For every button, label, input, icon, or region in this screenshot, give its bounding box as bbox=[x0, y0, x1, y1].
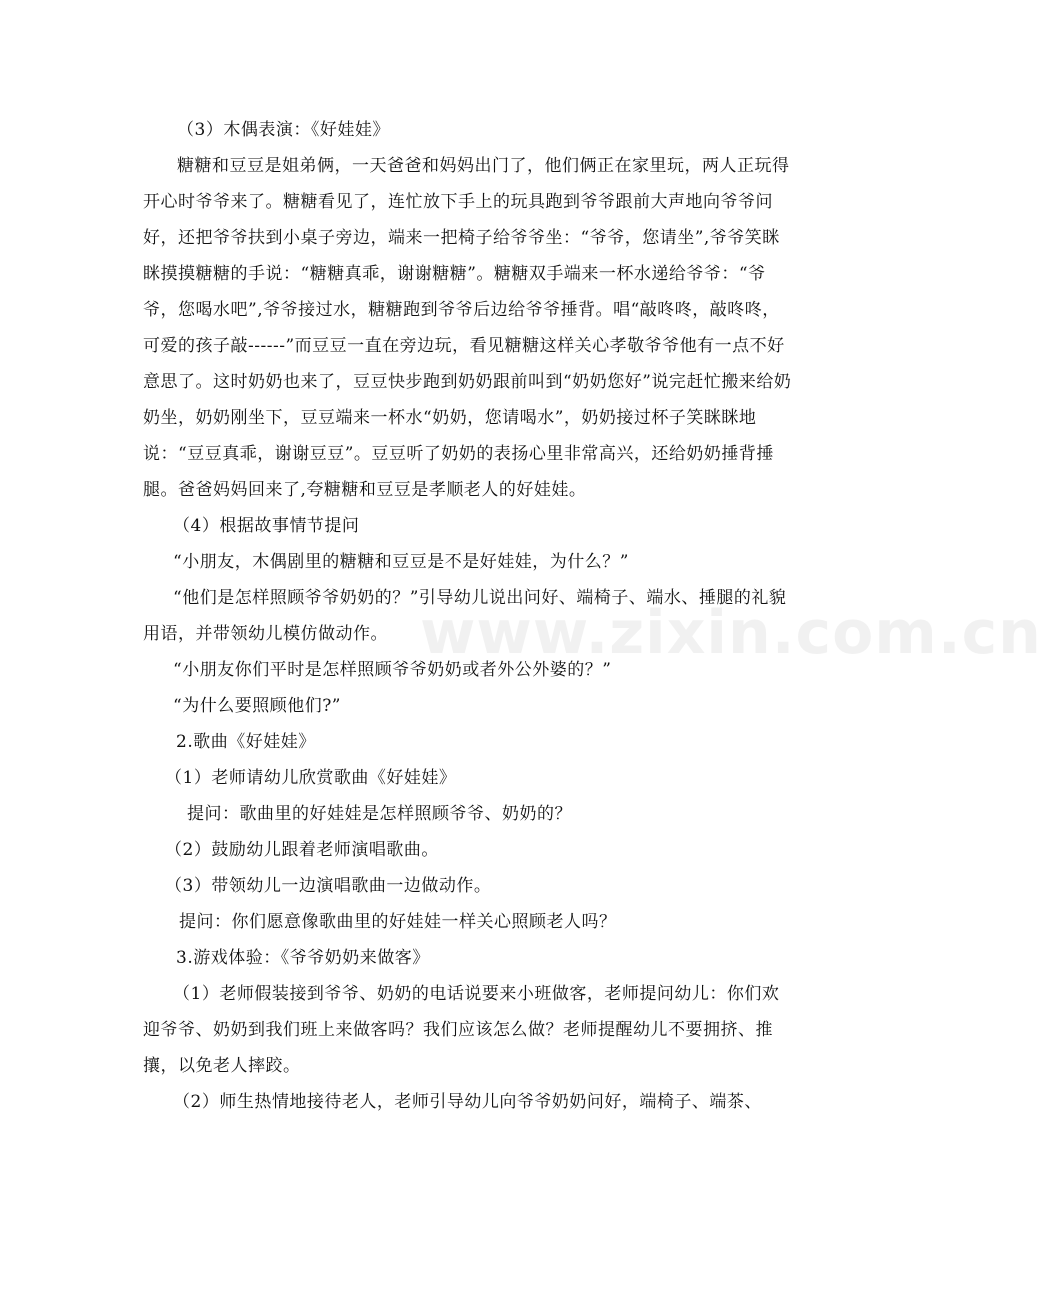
step-paragraph: （2）师生热情地接待老人，老师引导幼儿向爷爷奶奶问好，端椅子、端茶、 bbox=[173, 1092, 762, 1112]
section-heading-song: 2.歌曲《好娃娃》 bbox=[176, 732, 316, 752]
story-paragraph: 糖糖和豆豆是姐弟俩，一天爸爸和妈妈出门了，他们俩正在家里玩，两人正玩得开心时爷爷来了。糖糖看见了，连忙放下手上的玩具跑到爷爷跟前大声地向爷爷问好，还把爷爷扶到小桌子旁边，端来一把椅子给爷爷坐：“爷爷，您请坐”,爷爷笑眯眯摸摸糖糖的手说：“糖糖真乖，谢谢糖糖”。糖糖双手端来一杯水递给爷爷：“爷爷，您喝水吧”,爷爷接过水，糖糖跑到爷爷后边给爷爷捶背。唱“敲咚咚，敲咚咚，可爱的孩子敲------”而豆豆一直在旁边玩，看见糖糖这样关心孝敬爷爷他有一点不好意思了。这时奶奶也来了，豆豆快步跑到奶奶跟前叫到“奶奶您好”说完赶忙搬来给奶奶坐，奶奶刚坐下，豆豆端来一杯水“奶奶，您请喝水”，奶奶接过杯子笑眯眯地说：“豆豆真乖，谢谢豆豆”。豆豆听了奶奶的表扬心里非常高兴，还给奶奶捶背捶腿。爸爸妈妈回来了,夸糖糖和豆豆是孝顺老人的好娃娃。 bbox=[143, 156, 792, 500]
step-paragraph: （2）鼓励幼儿跟着老师演唱歌曲。 bbox=[165, 840, 439, 860]
step-paragraph: （3）带领幼儿一边演唱歌曲一边做动作。 bbox=[165, 876, 492, 896]
watermark: www.zixin.com.cn bbox=[420, 598, 1042, 668]
step-paragraph: （1）老师请幼儿欣赏歌曲《好娃娃》 bbox=[165, 768, 457, 788]
document-body bbox=[143, 112, 793, 1120]
question-paragraph: “他们是怎样照顾爷爷奶奶的？”引导幼儿说出问好、端椅子、端水、捶腿的礼貌用语，并带领幼儿模仿做动作。 bbox=[143, 588, 787, 644]
question-paragraph: “小朋友，木偶剧里的糖糖和豆豆是不是好娃娃，为什么？” bbox=[173, 552, 629, 572]
section-heading-puppet-show: （3）木偶表演：《好娃娃》 bbox=[177, 120, 390, 140]
section-heading-game: 3.游戏体验：《爷爷奶奶来做客》 bbox=[176, 948, 430, 968]
section-heading-questions: （4）根据故事情节提问 bbox=[173, 516, 360, 536]
question-paragraph: “小朋友你们平时是怎样照顾爷爷奶奶或者外公外婆的？” bbox=[173, 660, 612, 680]
question-paragraph: “为什么要照顾他们?” bbox=[173, 696, 341, 716]
step-paragraph: （1）老师假装接到爷爷、奶奶的电话说要来小班做客，老师提问幼儿：你们欢迎爷爷、奶奶到我们班上来做客吗？我们应该怎么做？老师提醒幼儿不要拥挤、推攘，以免老人摔跤。 bbox=[143, 984, 780, 1076]
question-paragraph: 提问：你们愿意像歌曲里的好娃娃一样关心照顾老人吗？ bbox=[179, 912, 617, 932]
question-paragraph: 提问：歌曲里的好娃娃是怎样照顾爷爷、奶奶的？ bbox=[187, 804, 572, 824]
